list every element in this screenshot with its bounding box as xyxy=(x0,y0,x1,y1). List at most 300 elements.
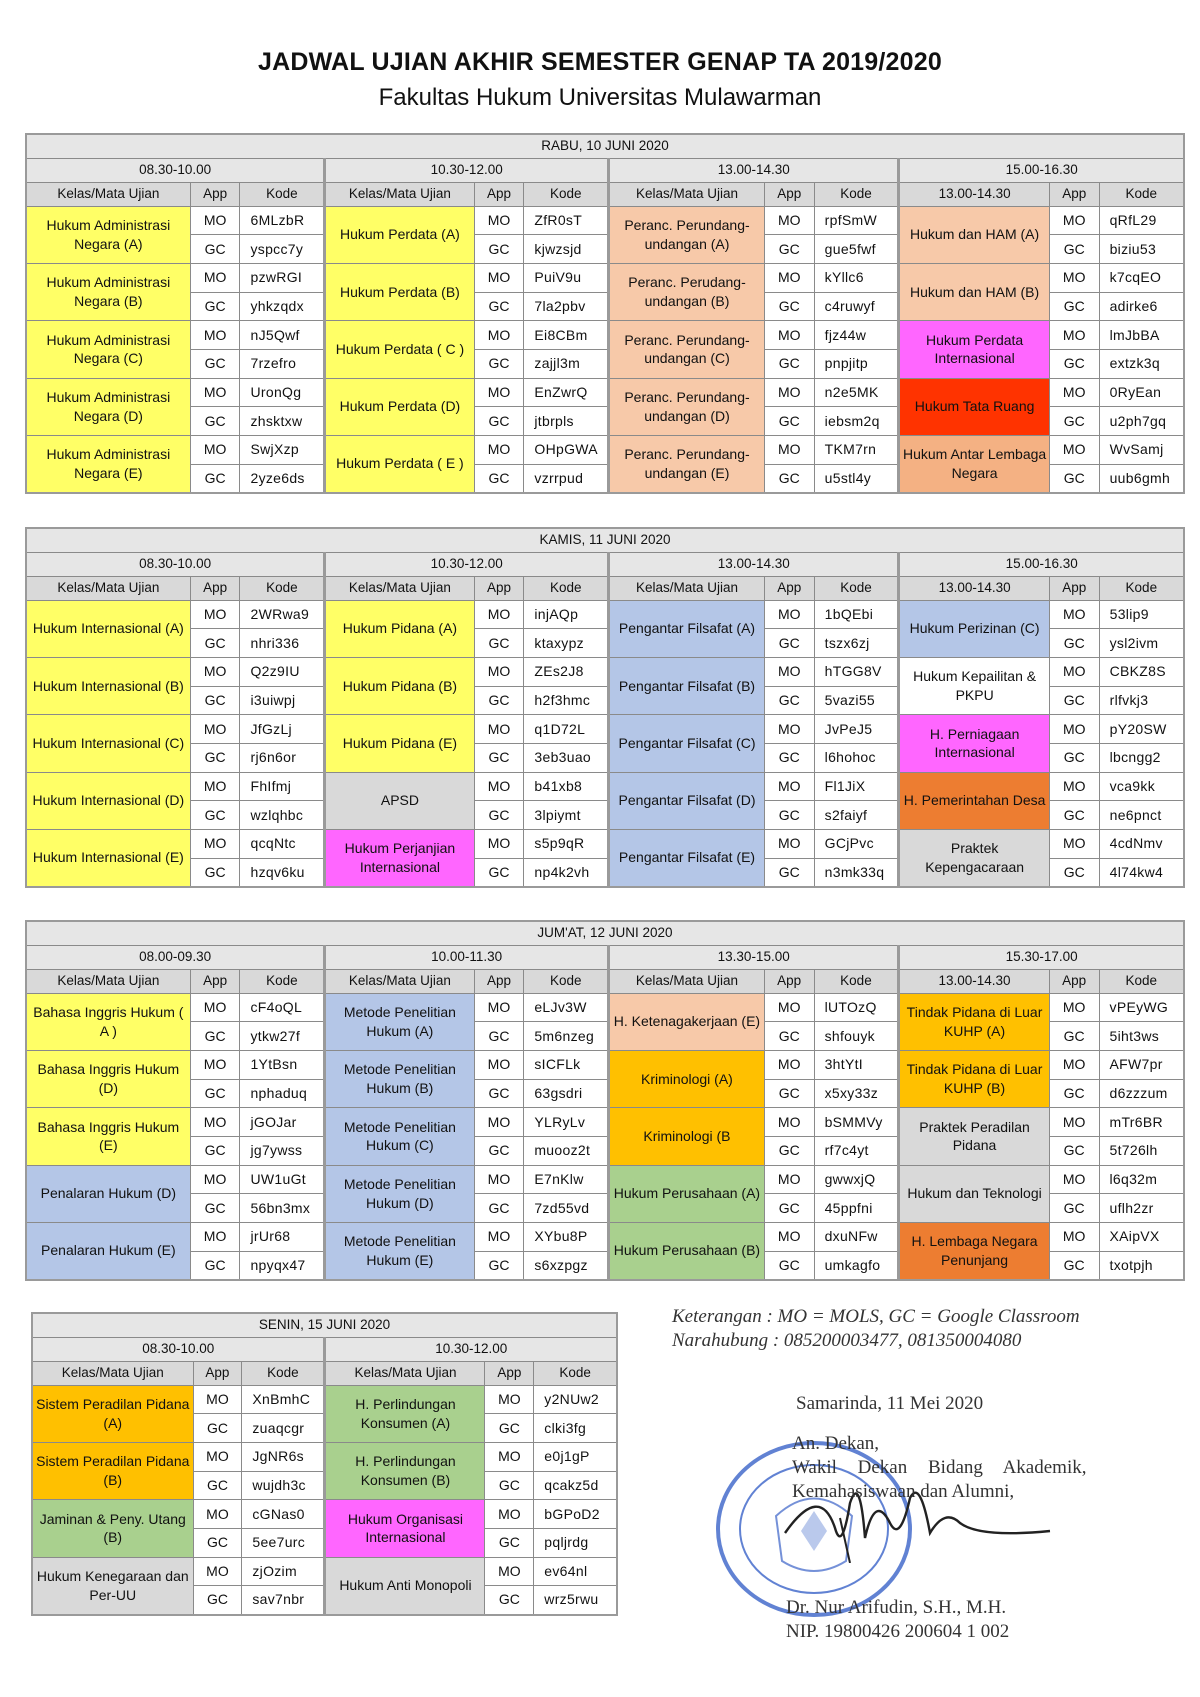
app-label-gc: GC xyxy=(190,407,240,436)
app-label-gc: GC xyxy=(485,1414,534,1443)
column-header-course: Kelas/Mata Ujian xyxy=(32,1361,193,1385)
app-label-gc: GC xyxy=(764,407,814,436)
table-row xyxy=(26,600,1184,629)
app-label-mo: MO xyxy=(190,657,240,686)
class-code-mo: JfGzLj xyxy=(240,715,325,744)
app-label-gc: GC xyxy=(764,1251,814,1280)
app-label-mo: MO xyxy=(193,1557,242,1586)
app-label-gc: GC xyxy=(190,858,240,887)
course-cell: H. Perniagaan Internasional xyxy=(899,715,1049,772)
app-label-gc: GC xyxy=(764,235,814,264)
class-code-gc: ytkw27f xyxy=(240,1022,325,1051)
app-label-mo: MO xyxy=(485,1442,534,1471)
app-label-gc: GC xyxy=(474,235,524,264)
app-label-mo: MO xyxy=(193,1500,242,1529)
app-label-gc: GC xyxy=(764,858,814,887)
app-label-mo: MO xyxy=(1049,1108,1099,1137)
app-label-gc: GC xyxy=(1049,858,1099,887)
table-row xyxy=(26,1108,1184,1137)
column-header-course: Kelas/Mata Ujian xyxy=(26,182,190,206)
class-code-gc: 45ppfni xyxy=(814,1194,899,1223)
course-cell: Hukum Internasional (A) xyxy=(26,600,190,657)
app-label-mo: MO xyxy=(764,206,814,235)
app-label-gc: GC xyxy=(474,858,524,887)
app-label-gc: GC xyxy=(474,1079,524,1108)
class-code-mo: 3htYtI xyxy=(814,1050,899,1079)
table-row xyxy=(32,1442,617,1471)
course-cell: Hukum Perusahaan (A) xyxy=(609,1165,765,1222)
class-code-mo: gwwxjQ xyxy=(814,1165,899,1194)
schedule-table-senin xyxy=(31,1312,618,1616)
app-label-mo: MO xyxy=(1049,1050,1099,1079)
column-header-app: App xyxy=(190,969,240,993)
app-label-gc: GC xyxy=(193,1528,242,1557)
app-label-mo: MO xyxy=(474,321,524,350)
class-code-gc: umkagfo xyxy=(814,1251,899,1280)
class-code-mo: nJ5Qwf xyxy=(240,321,325,350)
class-code-mo: PuiV9u xyxy=(524,263,609,292)
class-code-mo: cF4oQL xyxy=(240,993,325,1022)
course-cell: Praktek Kepengacaraan xyxy=(899,830,1049,887)
class-code-mo: EnZwrQ xyxy=(524,378,609,407)
app-label-mo: MO xyxy=(764,436,814,465)
column-header-course: 13.00-14.30 xyxy=(899,969,1049,993)
time-slot-header: 15.00-16.30 xyxy=(899,158,1184,182)
app-label-mo: MO xyxy=(474,436,524,465)
class-code-gc: jtbrpls xyxy=(524,407,609,436)
class-code-gc: s6xzpgz xyxy=(524,1251,609,1280)
column-header-code: Kode xyxy=(1099,969,1184,993)
app-label-gc: GC xyxy=(474,1136,524,1165)
class-code-gc: rlfvkj3 xyxy=(1099,686,1184,715)
app-label-mo: MO xyxy=(474,1050,524,1079)
app-label-mo: MO xyxy=(1049,600,1099,629)
class-code-gc: 5vazi55 xyxy=(814,686,899,715)
class-code-mo: SwjXzp xyxy=(240,436,325,465)
column-header-code: Kode xyxy=(242,1361,325,1385)
class-code-mo: XAipVX xyxy=(1099,1223,1184,1252)
app-label-gc: GC xyxy=(474,1251,524,1280)
column-header-app: App xyxy=(193,1361,242,1385)
column-header-app: App xyxy=(190,182,240,206)
app-label-mo: MO xyxy=(474,715,524,744)
signature-line-1: An. Dekan, xyxy=(792,1433,880,1454)
course-cell: Hukum Perdata ( C ) xyxy=(325,321,474,378)
app-label-mo: MO xyxy=(1049,993,1099,1022)
app-label-mo: MO xyxy=(1049,1223,1099,1252)
course-cell: Hukum dan HAM (A) xyxy=(899,206,1049,263)
table-row xyxy=(26,378,1184,407)
day-header: JUM'AT, 12 JUNI 2020 xyxy=(26,921,1184,945)
app-label-gc: GC xyxy=(1049,1079,1099,1108)
course-cell: H. Ketenagakerjaan (E) xyxy=(609,993,765,1050)
app-label-gc: GC xyxy=(764,801,814,830)
app-label-mo: MO xyxy=(474,1223,524,1252)
column-header-course: Kelas/Mata Ujian xyxy=(609,182,765,206)
table-row xyxy=(26,830,1184,859)
time-slot-header: 13.00-14.30 xyxy=(609,552,899,576)
column-header-code: Kode xyxy=(524,576,609,600)
app-label-gc: GC xyxy=(474,1194,524,1223)
class-code-gc: n3mk33q xyxy=(814,858,899,887)
course-cell: Metode Penelitian Hukum (B) xyxy=(325,1050,474,1107)
app-label-gc: GC xyxy=(474,292,524,321)
column-header-code: Kode xyxy=(814,969,899,993)
app-label-gc: GC xyxy=(485,1528,534,1557)
class-code-gc: adirke6 xyxy=(1099,292,1184,321)
table-row xyxy=(26,1223,1184,1252)
class-code-mo: 53lip9 xyxy=(1099,600,1184,629)
class-code-gc: kjwzsjd xyxy=(524,235,609,264)
app-label-gc: GC xyxy=(764,1194,814,1223)
app-label-gc: GC xyxy=(1049,743,1099,772)
table-row xyxy=(26,1050,1184,1079)
course-cell: Peranc. Perundang-undangan (C) xyxy=(609,321,765,378)
class-code-mo: 4cdNmv xyxy=(1099,830,1184,859)
app-label-gc: GC xyxy=(764,1022,814,1051)
app-label-mo: MO xyxy=(474,657,524,686)
class-code-gc: 56bn3mx xyxy=(240,1194,325,1223)
app-label-gc: GC xyxy=(764,464,814,493)
course-cell: Hukum Perdata (A) xyxy=(325,206,474,263)
class-code-gc: 5iht3ws xyxy=(1099,1022,1184,1051)
class-code-gc: clki3fg xyxy=(534,1414,617,1443)
app-label-mo: MO xyxy=(1049,378,1099,407)
schedule-table-kamis xyxy=(25,527,1185,888)
course-cell: Hukum Perusahaan (B) xyxy=(609,1223,765,1280)
table-row xyxy=(26,1165,1184,1194)
column-header-code: Kode xyxy=(814,182,899,206)
app-label-mo: MO xyxy=(190,378,240,407)
class-code-mo: 1bQEbi xyxy=(814,600,899,629)
column-header-code: Kode xyxy=(1099,182,1184,206)
course-cell: Metode Penelitian Hukum (E) xyxy=(325,1223,474,1280)
table-row xyxy=(26,263,1184,292)
app-label-mo: MO xyxy=(474,993,524,1022)
class-code-gc: d6zzzum xyxy=(1099,1079,1184,1108)
app-label-gc: GC xyxy=(474,349,524,378)
time-slot-header: 10.00-11.30 xyxy=(325,945,609,969)
class-code-mo: jrUr68 xyxy=(240,1223,325,1252)
app-label-mo: MO xyxy=(1049,321,1099,350)
app-label-gc: GC xyxy=(190,743,240,772)
table-row xyxy=(26,321,1184,350)
app-label-gc: GC xyxy=(1049,801,1099,830)
class-code-gc: wujdh3c xyxy=(242,1471,325,1500)
time-slot-header: 10.30-12.00 xyxy=(325,552,609,576)
table-row xyxy=(26,657,1184,686)
class-code-mo: 1YtBsn xyxy=(240,1050,325,1079)
course-cell: Bahasa Inggris Hukum (D) xyxy=(26,1050,190,1107)
app-label-mo: MO xyxy=(474,1165,524,1194)
signature-line-3: Kemahasiswaan dan Alumni, xyxy=(792,1481,1015,1502)
app-label-mo: MO xyxy=(190,436,240,465)
app-label-gc: GC xyxy=(193,1586,242,1615)
day-header: KAMIS, 11 JUNI 2020 xyxy=(26,528,1184,552)
class-code-gc: hzqv6ku xyxy=(240,858,325,887)
app-label-mo: MO xyxy=(474,772,524,801)
app-label-gc: GC xyxy=(1049,1022,1099,1051)
class-code-mo: rpfSmW xyxy=(814,206,899,235)
class-code-gc: shfouyk xyxy=(814,1022,899,1051)
column-header-app: App xyxy=(764,576,814,600)
app-label-mo: MO xyxy=(1049,772,1099,801)
course-cell: H. Perlindungan Konsumen (B) xyxy=(325,1442,485,1499)
course-cell: Praktek Peradilan Pidana xyxy=(899,1108,1049,1165)
course-cell: H. Perlindungan Konsumen (A) xyxy=(325,1385,485,1442)
course-cell: Hukum Administrasi Negara (B) xyxy=(26,263,190,320)
time-slot-header: 08.00-09.30 xyxy=(26,945,325,969)
app-label-mo: MO xyxy=(485,1500,534,1529)
app-label-gc: GC xyxy=(1049,1136,1099,1165)
app-label-gc: GC xyxy=(190,1251,240,1280)
app-label-gc: GC xyxy=(764,292,814,321)
class-code-gc: x5xy33z xyxy=(814,1079,899,1108)
table-row xyxy=(32,1385,617,1414)
course-cell: Bahasa Inggris Hukum ( A ) xyxy=(26,993,190,1050)
class-code-gc: extzk3q xyxy=(1099,349,1184,378)
column-header-app: App xyxy=(474,969,524,993)
time-slot-header: 08.30-10.00 xyxy=(26,158,325,182)
class-code-gc: l6hohoc xyxy=(814,743,899,772)
app-label-gc: GC xyxy=(190,629,240,658)
document-subtitle: Fakultas Hukum Universitas Mulawarman xyxy=(378,84,822,111)
class-code-gc: jg7ywss xyxy=(240,1136,325,1165)
time-slot-header: 10.30-12.00 xyxy=(325,1337,617,1361)
class-code-mo: 6MLzbR xyxy=(240,206,325,235)
app-label-gc: GC xyxy=(1049,292,1099,321)
app-label-mo: MO xyxy=(764,830,814,859)
schedule-table-rabu xyxy=(25,133,1185,494)
course-cell: Metode Penelitian Hukum (D) xyxy=(325,1165,474,1222)
class-code-gc: ne6pnct xyxy=(1099,801,1184,830)
app-label-gc: GC xyxy=(190,1194,240,1223)
class-code-gc: gue5fwf xyxy=(814,235,899,264)
app-label-gc: GC xyxy=(190,686,240,715)
app-label-gc: GC xyxy=(190,1136,240,1165)
app-label-mo: MO xyxy=(764,600,814,629)
class-code-mo: bGPoD2 xyxy=(534,1500,617,1529)
app-label-mo: MO xyxy=(764,715,814,744)
course-cell: Tindak Pidana di Luar KUHP (B) xyxy=(899,1050,1049,1107)
course-cell: Penalaran Hukum (D) xyxy=(26,1165,190,1222)
app-label-mo: MO xyxy=(764,1165,814,1194)
app-label-gc: GC xyxy=(193,1414,242,1443)
course-cell: Peranc. Perudang-undangan (B) xyxy=(609,263,765,320)
course-cell: Jaminan & Peny. Utang (B) xyxy=(32,1500,193,1557)
signatory-nip: NIP. 19800426 200604 1 002 xyxy=(786,1621,1010,1642)
time-slot-header: 13.30-15.00 xyxy=(609,945,899,969)
course-cell: H. Lembaga Negara Penunjang xyxy=(899,1223,1049,1280)
app-label-mo: MO xyxy=(764,993,814,1022)
column-header-app: App xyxy=(1049,182,1099,206)
class-code-mo: sICFLk xyxy=(524,1050,609,1079)
class-code-mo: Q2z9IU xyxy=(240,657,325,686)
course-cell: Sistem Peradilan Pidana (A) xyxy=(32,1385,193,1442)
course-cell: Hukum Perdata (B) xyxy=(325,263,474,320)
column-header-course: Kelas/Mata Ujian xyxy=(26,576,190,600)
app-label-mo: MO xyxy=(190,715,240,744)
class-code-gc: muooz2t xyxy=(524,1136,609,1165)
class-code-mo: 0RyEan xyxy=(1099,378,1184,407)
app-label-gc: GC xyxy=(190,464,240,493)
class-code-mo: s5p9qR xyxy=(524,830,609,859)
course-cell: Kriminologi (B xyxy=(609,1108,765,1165)
class-code-gc: zuaqcgr xyxy=(242,1414,325,1443)
app-label-mo: MO xyxy=(485,1385,534,1414)
class-code-gc: c4ruwyf xyxy=(814,292,899,321)
course-cell: Hukum Perizinan (C) xyxy=(899,600,1049,657)
class-code-gc: qcakz5d xyxy=(534,1471,617,1500)
course-cell: Hukum Administrasi Negara (C) xyxy=(26,321,190,378)
class-code-gc: iebsm2q xyxy=(814,407,899,436)
app-label-mo: MO xyxy=(1049,657,1099,686)
app-label-mo: MO xyxy=(764,1108,814,1137)
course-cell: Hukum Internasional (B) xyxy=(26,657,190,714)
class-code-gc: 5ee7urc xyxy=(242,1528,325,1557)
class-code-mo: JgNR6s xyxy=(242,1442,325,1471)
class-code-mo: jGOJar xyxy=(240,1108,325,1137)
class-code-mo: CBKZ8S xyxy=(1099,657,1184,686)
class-code-mo: n2e5MK xyxy=(814,378,899,407)
class-code-mo: y2NUw2 xyxy=(534,1385,617,1414)
class-code-mo: dxuNFw xyxy=(814,1223,899,1252)
app-label-mo: MO xyxy=(1049,715,1099,744)
class-code-gc: wrz5rwu xyxy=(534,1586,617,1615)
app-label-mo: MO xyxy=(193,1442,242,1471)
app-label-mo: MO xyxy=(764,1050,814,1079)
column-header-code: Kode xyxy=(524,969,609,993)
app-label-mo: MO xyxy=(474,263,524,292)
app-label-gc: GC xyxy=(764,686,814,715)
app-label-mo: MO xyxy=(474,206,524,235)
class-code-gc: rf7c4yt xyxy=(814,1136,899,1165)
legend-note: Keterangan : MO = MOLS, GC = Google Classroom xyxy=(672,1306,1080,1327)
column-header-code: Kode xyxy=(240,969,325,993)
time-slot-header: 08.30-10.00 xyxy=(32,1337,325,1361)
column-header-app: App xyxy=(485,1361,534,1385)
column-header-app: App xyxy=(764,969,814,993)
course-cell: Metode Penelitian Hukum (C) xyxy=(325,1108,474,1165)
class-code-gc: 5m6nzeg xyxy=(524,1022,609,1051)
time-slot-header: 08.30-10.00 xyxy=(26,552,325,576)
class-code-gc: 4l74kw4 xyxy=(1099,858,1184,887)
app-label-mo: MO xyxy=(764,1223,814,1252)
time-slot-header: 13.00-14.30 xyxy=(609,158,899,182)
column-header-course: Kelas/Mata Ujian xyxy=(325,969,474,993)
class-code-gc: biziu53 xyxy=(1099,235,1184,264)
class-code-gc: 63gsdri xyxy=(524,1079,609,1108)
class-code-gc: 3lpiymt xyxy=(524,801,609,830)
class-code-mo: cGNas0 xyxy=(242,1500,325,1529)
course-cell: Sistem Peradilan Pidana (B) xyxy=(32,1442,193,1499)
class-code-gc: npyqx47 xyxy=(240,1251,325,1280)
app-label-gc: GC xyxy=(474,464,524,493)
class-code-gc: np4k2vh xyxy=(524,858,609,887)
class-code-mo: hTGG8V xyxy=(814,657,899,686)
column-header-course: Kelas/Mata Ujian xyxy=(26,969,190,993)
class-code-mo: zjOzim xyxy=(242,1557,325,1586)
class-code-gc: lbcngg2 xyxy=(1099,743,1184,772)
app-label-gc: GC xyxy=(1049,1194,1099,1223)
class-code-gc: u2ph7gq xyxy=(1099,407,1184,436)
column-header-course: Kelas/Mata Ujian xyxy=(325,576,474,600)
app-label-mo: MO xyxy=(190,772,240,801)
signatory-name: Dr. Nur Arifudin, S.H., M.H. xyxy=(786,1597,1007,1618)
class-code-mo: TKM7rn xyxy=(814,436,899,465)
class-code-mo: lUTOzQ xyxy=(814,993,899,1022)
column-header-code: Kode xyxy=(240,576,325,600)
column-header-course: Kelas/Mata Ujian xyxy=(325,1361,485,1385)
contact-note: Narahubung : 085200003477, 081350004080 xyxy=(672,1330,1022,1351)
course-cell: Hukum Pidana (E) xyxy=(325,715,474,772)
app-label-mo: MO xyxy=(764,263,814,292)
class-code-gc: rj6n6or xyxy=(240,743,325,772)
signature-line-2: Wakil Dekan Bidang Akademik, xyxy=(792,1457,1087,1478)
class-code-gc: 5t726lh xyxy=(1099,1136,1184,1165)
class-code-mo: WvSamj xyxy=(1099,436,1184,465)
class-code-mo: 2WRwa9 xyxy=(240,600,325,629)
app-label-gc: GC xyxy=(1049,686,1099,715)
app-label-gc: GC xyxy=(485,1471,534,1500)
course-cell: Hukum Antar Lembaga Negara xyxy=(899,436,1049,493)
class-code-gc: u5stl4y xyxy=(814,464,899,493)
class-code-mo: vca9kk xyxy=(1099,772,1184,801)
app-label-gc: GC xyxy=(190,1079,240,1108)
class-code-gc: i3uiwpj xyxy=(240,686,325,715)
course-cell: Hukum Internasional (D) xyxy=(26,772,190,829)
app-label-mo: MO xyxy=(190,993,240,1022)
class-code-mo: AFW7pr xyxy=(1099,1050,1184,1079)
class-code-mo: b41xb8 xyxy=(524,772,609,801)
class-code-mo: Ei8CBm xyxy=(524,321,609,350)
column-header-course: Kelas/Mata Ujian xyxy=(609,969,765,993)
course-cell: Hukum Perdata (D) xyxy=(325,378,474,435)
app-label-gc: GC xyxy=(764,743,814,772)
class-code-gc: yspcc7y xyxy=(240,235,325,264)
app-label-gc: GC xyxy=(485,1586,534,1615)
class-code-mo: ev64nl xyxy=(534,1557,617,1586)
class-code-gc: ysl2ivm xyxy=(1099,629,1184,658)
column-header-app: App xyxy=(1049,576,1099,600)
class-code-gc: pqljrdg xyxy=(534,1528,617,1557)
class-code-mo: GCjPvc xyxy=(814,830,899,859)
class-code-mo: ZEs2J8 xyxy=(524,657,609,686)
table-row xyxy=(26,206,1184,235)
column-header-course: 13.00-14.30 xyxy=(899,576,1049,600)
app-label-mo: MO xyxy=(764,378,814,407)
class-code-gc: pnpjitp xyxy=(814,349,899,378)
course-cell: Pengantar Filsafat (D) xyxy=(609,772,765,829)
course-cell: Peranc. Perundang-undangan (E) xyxy=(609,436,765,493)
course-cell: Penalaran Hukum (E) xyxy=(26,1223,190,1280)
class-code-gc: zhsktxw xyxy=(240,407,325,436)
class-code-mo: fjz44w xyxy=(814,321,899,350)
course-cell: Hukum Kepailitan & PKPU xyxy=(899,657,1049,714)
app-label-mo: MO xyxy=(190,1050,240,1079)
app-label-mo: MO xyxy=(1049,206,1099,235)
table-row xyxy=(26,715,1184,744)
app-label-gc: GC xyxy=(190,292,240,321)
column-header-course: Kelas/Mata Ujian xyxy=(325,182,474,206)
app-label-mo: MO xyxy=(474,1108,524,1137)
app-label-gc: GC xyxy=(190,349,240,378)
course-cell: Hukum Internasional (E) xyxy=(26,830,190,887)
course-cell: Peranc. Perundang-undangan (D) xyxy=(609,378,765,435)
app-label-mo: MO xyxy=(1049,263,1099,292)
course-cell: Hukum Pidana (B) xyxy=(325,657,474,714)
document-title: JADWAL UJIAN AKHIR SEMESTER GENAP TA 2019/2020 xyxy=(258,48,942,76)
